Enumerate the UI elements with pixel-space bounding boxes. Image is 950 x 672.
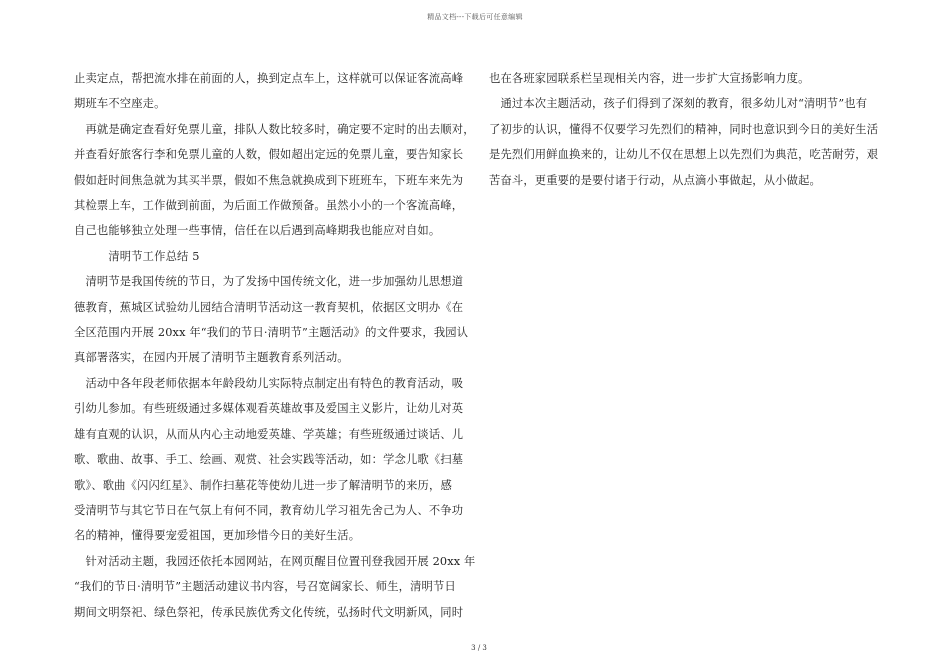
text-line: 真部署落实，在园内开展了清明节主题教育系列活动。 xyxy=(74,351,349,365)
text-line: 雄有直观的认识，从而从内心主动地爱英雄、学英雄；有些班级通过谈话、儿 xyxy=(74,427,464,441)
text-line: 自己也能够独立处理一些事情，信任在以后遇到高峰期我也能应对自如。 xyxy=(74,224,441,238)
text-line: 歌、歌曲、故事、手工、绘画、观赏、社会实践等活动，如：学念儿歌《扫墓 xyxy=(74,453,464,467)
text-line: 名的精神，懂得要宠爱祖国，更加珍惜今日的美好生活。 xyxy=(74,529,361,543)
text-line: 其检票上车，工作做到前面，为后面工作做预备。虽然小小的一个客流高峰， xyxy=(74,199,464,213)
text-line: 再就是确定查看好免票儿童，排队人数比较多时，确定要不定时的出去顺对， xyxy=(74,122,475,136)
text-line: 假如赶时间焦急就为其买半票，假如不焦急就换成到下班班车，下班车来先为 xyxy=(74,173,464,187)
text-line: 通过本次主题活动，孩子们得到了深刻的教育，很多幼儿对“清明节”也有 xyxy=(489,97,868,111)
text-line: 是先烈们用鲜血换来的，让幼儿不仅在思想上以先烈们为典范，吃苦耐劳，艰 xyxy=(489,148,879,162)
left-column xyxy=(74,66,476,625)
text-line: 德教育，蕉城区试验幼儿园结合清明节活动这一教育契机，依据区文明办《在 xyxy=(74,300,464,314)
page-header: 精品文档---下载后可任意编辑 xyxy=(427,13,523,21)
text-line: 清明节是我国传统的节日，为了发扬中国传统文化，进一步加强幼儿思想道 xyxy=(74,275,464,289)
text-line: “我们的节日·清明节”主题活动建议书内容，号召宽阔家长、师生，清明节日 xyxy=(74,580,456,594)
text-line: 受清明节与其它节日在气氛上有何不同，教育幼儿学习祖先舍己为人、不争功 xyxy=(74,503,464,517)
text-line: 了初步的认识，懂得不仅要学习先烈们的精神，同时也意识到今日的美好生活 xyxy=(489,122,879,136)
text-line: 期间文明祭祀、绿色祭祀，传承民族优秀文化传统，弘扬时代文明新风，同时 xyxy=(74,605,464,619)
text-line: 针对活动主题，我园还依托本园网站，在网页醒目位置刊登我园开展 20xx 年 xyxy=(74,554,476,568)
text-line: 引幼儿参加。有些班级通过多媒体观看英雄故事及爱国主义影片，让幼儿对英 xyxy=(74,402,464,416)
text-line: 苦奋斗，更重要的是要付诸于行动，从点滴小事做起，从小做起。 xyxy=(489,173,821,187)
page-footer xyxy=(0,644,950,652)
text-line: 也在各班家园联系栏呈现相关内容，进一步扩大宣扬影响力度。 xyxy=(489,72,810,85)
text-line: 活动中各年段老师依据本年龄段幼儿实际特点制定出有特色的教育活动，吸 xyxy=(74,376,464,390)
text-line: 歌》、歌曲《闪闪红星》、制作扫墓花等使幼儿进一步了解清明节的来历，感 xyxy=(74,478,452,492)
page-number: 3 / 3 xyxy=(471,644,487,652)
text-line: 止卖定点，帮把流水排在前面的人，换到定点车上，这样就可以保证客流高峰 xyxy=(74,72,464,85)
text-line: 期班车不空座走。 xyxy=(74,97,166,111)
text-line: 全区范围内开展 20xx 年“我们的节日·清明节”主题活动》的文件要求，我园认 xyxy=(74,326,469,340)
text-line: 并查看好旅客行李和免票儿童的人数，假如超出定远的免票儿童，要告知家长 xyxy=(74,148,464,162)
right-column xyxy=(489,66,881,193)
section-heading: 清明节工作总结 5 xyxy=(74,249,200,263)
